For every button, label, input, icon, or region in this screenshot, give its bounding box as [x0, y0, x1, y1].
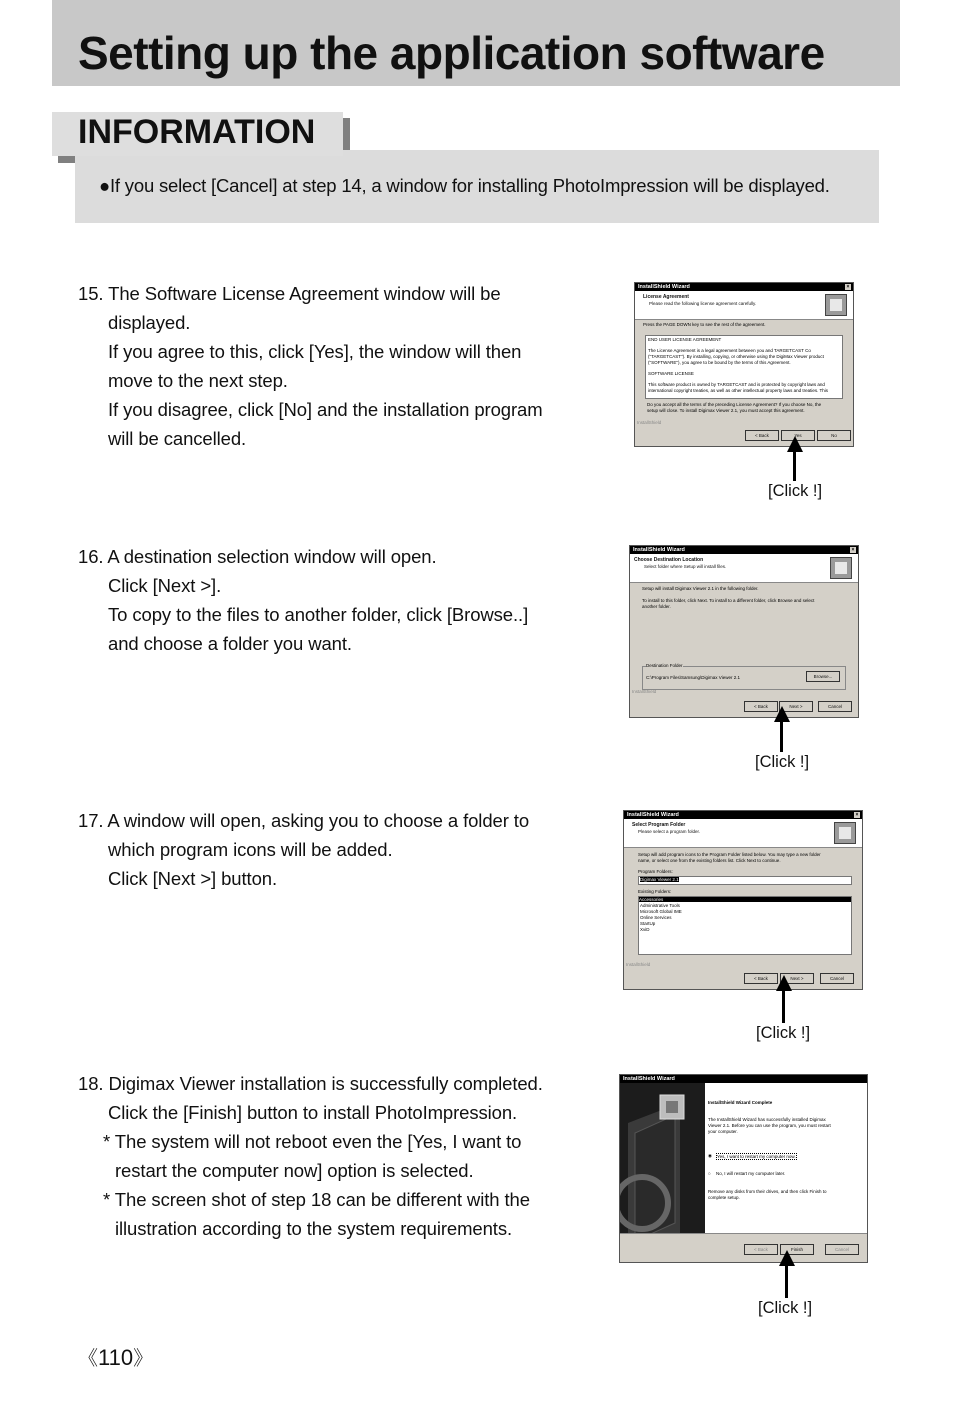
list-item[interactable]: XviD [640, 927, 650, 932]
step-line: displayed. [108, 312, 191, 333]
window-heading: Choose Destination Location [634, 557, 704, 563]
list-item[interactable]: StartUp [640, 921, 656, 926]
radio-selected-icon[interactable]: ◉ [708, 1153, 712, 1158]
arrow-shaft [785, 1264, 788, 1298]
step-line: 16. A destination selection window will open. [78, 546, 437, 567]
installshield-footer: InstallShield [632, 689, 657, 694]
program-folder-window [623, 810, 863, 990]
list-item[interactable]: Microsoft Global IME [640, 909, 682, 914]
click-label: [Click !] [758, 1299, 813, 1317]
back-button[interactable]: < Back [744, 1244, 778, 1255]
step-line: 15. The Software License Agreement window will be [78, 283, 501, 304]
window-header [635, 291, 853, 320]
page-title: Setting up the application software [78, 27, 825, 79]
finish-button[interactable]: Finish [780, 1244, 814, 1255]
step-18 [78, 1069, 543, 1243]
step-line: Click the [Finish] button to install PhotoImpression. [108, 1102, 518, 1123]
license-text-box[interactable]: END USER LICENSE AGREEMENT The License Agreement is a legal agreement between you and TARGETCAST Co ("TARGETCAST"). By installing, copying, or otherwise using the DigiMax Viewer product ("SOFTWARE"), you agree to be bound by the terms of this Agreement. SOFTWARE LICENSE This software product is owned by TARGETCAST and is protected by copyright laws and international copyright treaties, as well as other intellectual property laws and treaties. This [645, 335, 843, 399]
bullet-icon: ● [99, 175, 110, 196]
info-text-body: If you select [Cancel] at step 14, a window for installing PhotoImpression will be displayed. [109, 175, 830, 196]
list-item[interactable]: Online Services [640, 915, 672, 920]
program-folders-label: Program Folders: [638, 869, 673, 874]
installshield-footer: InstallShield [637, 420, 662, 425]
body-text: The InstallShield Wizard has successfully installed Digimax [708, 1117, 826, 1122]
question-text: Do you accept all the terms of the preceding License Agreement? If you choose No, the [647, 402, 822, 407]
window-subheading: Please select a program folder. [638, 829, 701, 834]
back-button[interactable]: < Back [744, 701, 778, 712]
body-text: Setup will install Digimax Viewer 2.1 in the following folder. [642, 586, 759, 591]
page-number [78, 1342, 153, 1371]
page-bracket-right: 》 [133, 1348, 154, 1370]
list-item[interactable]: Administrative Tools [640, 903, 680, 908]
radio-icon[interactable]: ○ [708, 1171, 711, 1176]
info-heading: INFORMATION [78, 113, 316, 151]
cancel-button[interactable]: Cancel [818, 701, 852, 712]
window-subheading: Please read the following license agreement carefully. [649, 301, 757, 306]
step-line: If you agree to this, click [Yes], the window will then [108, 341, 522, 362]
click-label: [Click !] [768, 482, 823, 500]
group-label: Destination Folder [646, 663, 683, 668]
browse-button[interactable]: Browse... [806, 671, 840, 682]
step-line: will be cancelled. [108, 428, 247, 449]
cancel-button[interactable]: Cancel [825, 1244, 859, 1255]
installshield-footer: InstallShield [626, 962, 651, 967]
installer-icon [834, 822, 856, 844]
restart-later-option[interactable]: No, I will restart my computer later. [716, 1171, 786, 1176]
step-note: * The screen shot of step 18 can be different with the [103, 1189, 530, 1210]
existing-folders-list[interactable] [638, 896, 852, 955]
click-label: [Click !] [755, 753, 810, 771]
step-note: restart the computer now] option is selected. [115, 1160, 474, 1181]
no-button[interactable]: No [817, 430, 851, 441]
close-icon[interactable]: × [851, 547, 855, 553]
close-icon[interactable]: × [855, 812, 859, 818]
step-line: 18. Digimax Viewer installation is successfully completed. [78, 1073, 543, 1094]
step-note: * The system will not reboot even the [Yes, I want to [103, 1131, 522, 1152]
step-line: and choose a folder you want. [108, 633, 352, 654]
page-number-value: 110 [98, 1345, 134, 1370]
window-titlebar: InstallShield Wizard × [624, 811, 862, 819]
step-line: move to the next step. [108, 370, 288, 391]
close-icon[interactable]: × [846, 284, 850, 290]
body-text: your computer. [708, 1129, 738, 1134]
destination-path: C:\Program Files\Samsung\Digimax Viewer 2.1 [646, 675, 740, 680]
body-text: another folder. [642, 604, 671, 609]
license-window [634, 282, 854, 447]
list-item-selected[interactable]: Accessories [639, 897, 851, 902]
step-15 [78, 279, 543, 453]
window-header [630, 554, 858, 583]
info-text [99, 175, 830, 197]
cancel-button[interactable]: Cancel [820, 973, 854, 984]
window-titlebar: InstallShield Wizard × [635, 283, 853, 291]
restart-now-option[interactable]: Yes, I want to restart my computer now. [717, 1154, 796, 1159]
step-16 [78, 542, 528, 658]
step-line: To copy to the files to another folder, click [Browse..] [108, 604, 529, 625]
window-heading: InstallShield Wizard Complete [708, 1100, 773, 1105]
step-line: Click [Next >] button. [108, 868, 277, 889]
click-label: [Click !] [756, 1024, 811, 1042]
installer-icon [830, 557, 852, 579]
destination-window [629, 545, 859, 718]
step-line: If you disagree, click [No] and the installation program [108, 399, 543, 420]
body-text: name, or select one from the existing folders list. Click Next to continue. [638, 858, 781, 863]
window-heading: License Agreement [643, 294, 689, 300]
complete-window [619, 1074, 868, 1263]
window-header [624, 819, 862, 848]
page-bracket-left: 《 [78, 1348, 98, 1370]
arrow-shaft [780, 720, 783, 752]
hint-text: Press the PAGE DOWN key to see the rest of the agreement. [643, 322, 766, 327]
question-text: setup will close. To install Digimax Viewer 2.1, you must accept this agreement. [647, 408, 805, 413]
body-text: complete setup. [708, 1195, 740, 1200]
window-subheading: Select folder where Setup will install files. [644, 564, 727, 569]
window-heading: Select Program Folder [632, 822, 686, 828]
next-button[interactable]: Next > [779, 701, 813, 712]
body-text: To install to this folder, click Next. To install to a different folder, click Browse and select [642, 598, 815, 603]
body-text: Setup will add program icons to the Program Folder listed below. You may type a new folder [638, 852, 821, 857]
program-folder-input[interactable]: Digimax Viewer 2.1 [638, 876, 852, 885]
back-button[interactable]: < Back [744, 973, 778, 984]
next-button[interactable]: Next > [780, 973, 814, 984]
back-button[interactable]: < Back [745, 430, 779, 441]
step-line: Click [Next >]. [108, 575, 222, 596]
body-text: Viewer 2.1. Before you can use the program, you must restart [708, 1123, 831, 1128]
installer-icon [825, 294, 847, 316]
window-titlebar: InstallShield Wizard [620, 1075, 867, 1083]
arrow-shaft [782, 989, 785, 1023]
step-17 [78, 806, 529, 893]
step-note: illustration according to the system requirements. [115, 1218, 513, 1239]
window-titlebar: InstallShield Wizard × [630, 546, 858, 554]
body-text: Remove any disks from their drives, and then click Finish to [708, 1189, 827, 1194]
step-line: which program icons will be added. [108, 839, 393, 860]
yes-button[interactable]: Yes [781, 430, 815, 441]
existing-folders-label: Existing Folders: [638, 889, 672, 894]
arrow-shaft [793, 450, 796, 481]
step-line: 17. A window will open, asking you to choose a folder to [78, 810, 530, 831]
